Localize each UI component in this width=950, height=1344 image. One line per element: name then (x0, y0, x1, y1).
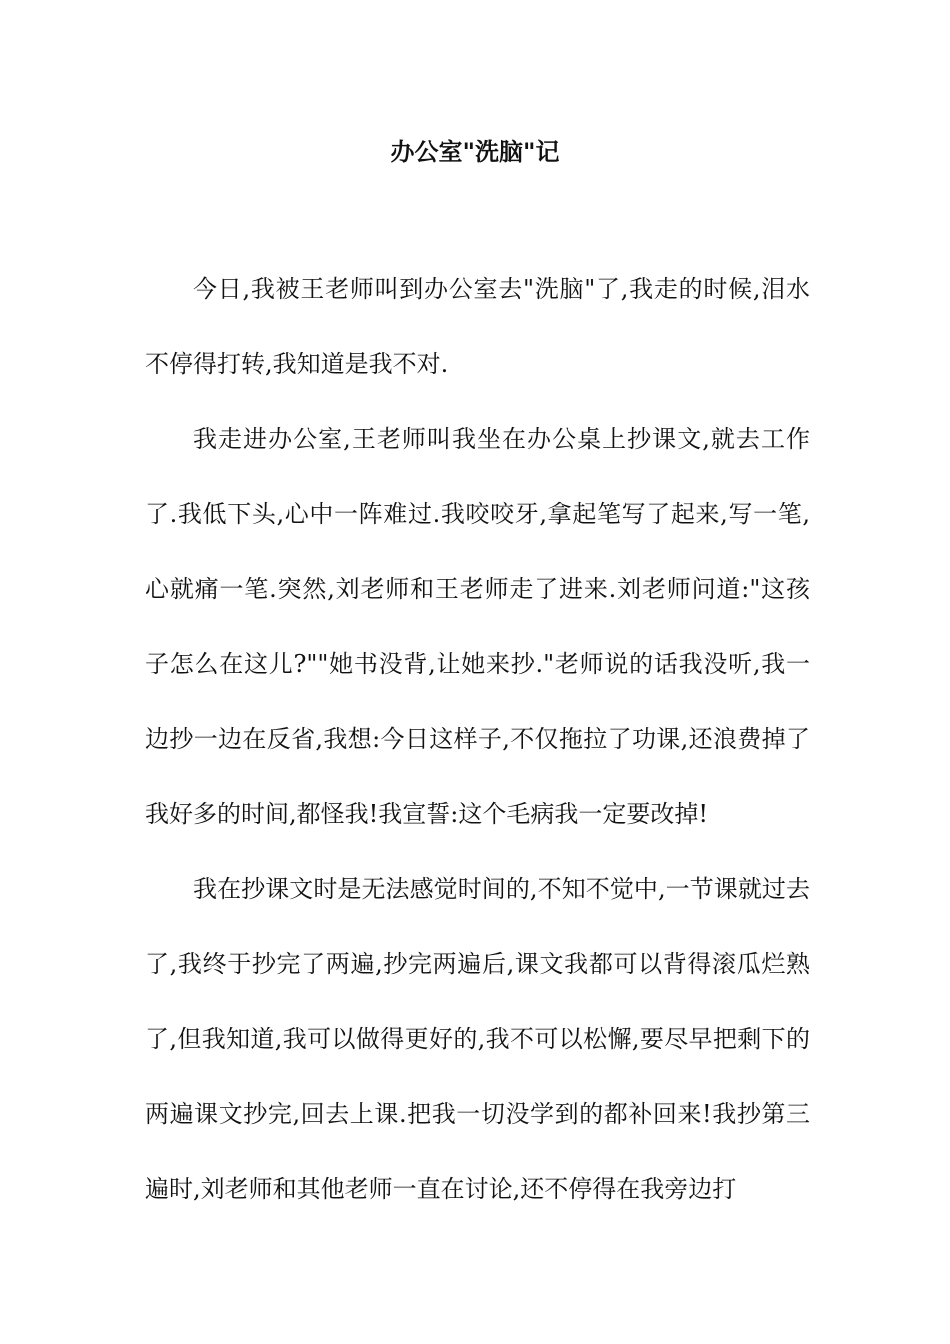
paragraph: 今日,我被王老师叫到办公室去"洗脑"了,我走的时候,泪水不停得打转,我知道是我不对. (145, 275, 810, 378)
paragraph: 我走进办公室,王老师叫我坐在办公桌上抄课文,就去工作了.我低下头,心中一阵难过.我咬咬牙,拿起笔写了起来,写一笔,心就痛一笔.突然,刘老师和王老师走了进来.刘老师问道:"这孩子怎么在这儿?""她书没背,让她来抄."老师说的话我没听,我一边抄一边在反省,我想:今日这样子,不仅拖拉了功课,还浪费掉了我好多的时间,都怪我!我宣誓:这个毛病我一定要改掉! (145, 425, 810, 828)
document-title: 办公室"洗脑"记 (390, 138, 560, 166)
document-body (145, 252, 810, 1227)
paragraph: 我在抄课文时是无法感觉时间的,不知不觉中,一节课就过去了,我终于抄完了两遍,抄完两遍后,课文我都可以背得滚瓜烂熟了,但我知道,我可以做得更好的,我不可以松懈,要尽早把剩下的两遍课文抄完,回去上课.把我一切没学到的都补回来!我抄第三遍时,刘老师和其他老师一直在讨论,还不停得在我旁边打 (145, 875, 810, 1203)
